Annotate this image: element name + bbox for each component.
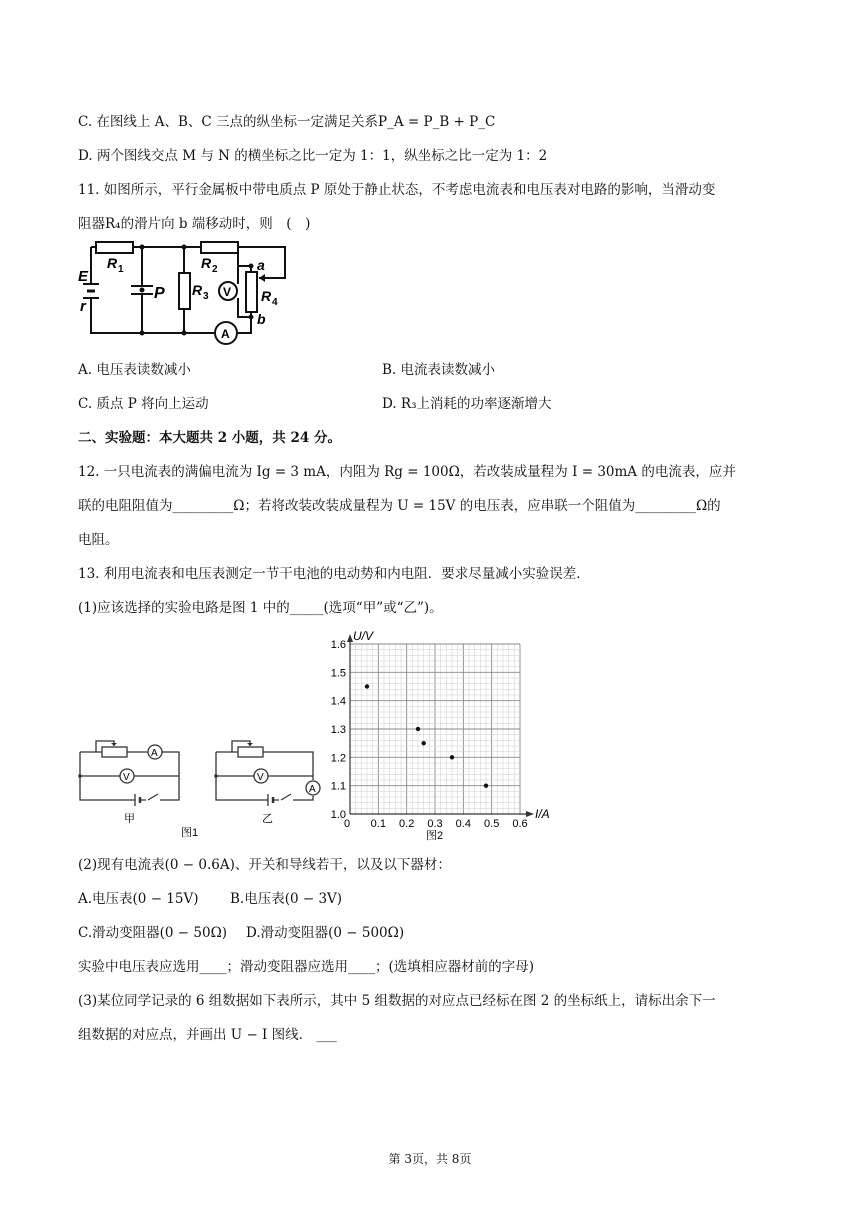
q13-choose: 实验中电压表应选用____；滑动变阻器应选用____；(选填相应器材前的字母) xyxy=(78,959,535,975)
fig1-label-yi: 乙 xyxy=(262,813,273,825)
y-tick-label: 1.1 xyxy=(330,780,346,793)
data-point xyxy=(365,684,369,688)
equipment-a: A.电压表(0 − 15V) xyxy=(78,891,199,907)
y-tick-label: 1.5 xyxy=(330,667,346,680)
q12-line2: 联的电阻阻值为_________Ω；若将改装改装成量程为 U = 15V 的电压表，应串联一个阻值为_________Ω的 xyxy=(78,498,721,514)
data-point xyxy=(450,755,454,759)
fig1-voltmeter-yi: V xyxy=(257,772,264,783)
q10-option-d: D. 两个图线交点 M 与 N 的横坐标之比一定为 1：1，纵坐标之比一定为 1：2 xyxy=(78,148,548,164)
fig1-caption: 图1 xyxy=(181,827,199,839)
q11-option-a: A. 电压表读数减小 xyxy=(78,362,191,378)
label-r1-sub: 1 xyxy=(118,264,124,275)
label-r3-sub: 3 xyxy=(203,291,209,302)
label-r2-sub: 2 xyxy=(212,264,218,275)
label-b: b xyxy=(257,311,266,327)
q13-part2: (2)现有电流表(0 − 0.6A)、开关和导线若干，以及以下器材： xyxy=(78,857,451,873)
y-tick-label: 1.3 xyxy=(330,724,346,736)
equipment-d: D.滑动变阻器(0 − 500Ω) xyxy=(246,925,405,941)
x-tick-label: 0.6 xyxy=(512,818,528,830)
q10-option-c: C. 在图线上 A、B、C 三点的纵坐标一定满足关系P_A = P_B + P_C xyxy=(78,114,496,130)
label-p: P xyxy=(154,285,165,302)
voltmeter-label: V xyxy=(223,285,232,299)
label-r4: R xyxy=(261,288,272,304)
figure-1-circuits xyxy=(76,736,326,842)
label-r2: R xyxy=(201,255,212,271)
label-r1: R xyxy=(107,255,118,271)
q13-part1: (1)应该选择的实验电路是图 1 中的_____(选项“甲”或“乙”)。 xyxy=(78,600,443,616)
q11-stem-line2: 阻器R₄的滑片向 b 端移动时，则 ( ) xyxy=(78,216,311,232)
x-tick-label: 0.5 xyxy=(484,818,500,830)
q11-stem-line1: 11. 如图所示，平行金属板中带电质点 P 原处于静止状态，不考虑电流表和电压表对电路的影响，当滑动变 xyxy=(78,182,716,198)
figure-2-ui-chart xyxy=(320,630,560,844)
fig1-label-jia: 甲 xyxy=(124,813,135,825)
q11-option-c: C. 质点 P 将向上运动 xyxy=(78,396,209,412)
x-tick-label: 0.3 xyxy=(427,818,443,830)
y-tick-label: 1.0 xyxy=(330,809,346,821)
q13-intro: 13. 利用电流表和电压表测定一节干电池的电动势和内电阻．要求尽量减小实验误差． xyxy=(78,566,590,582)
label-r4-sub: 4 xyxy=(272,297,278,308)
x-tick-label: 0.4 xyxy=(455,818,471,830)
q12-line3: 电阻。 xyxy=(78,532,119,548)
section-2-heading: 二、实验题：本大题共 2 小题，共 24 分。 xyxy=(78,430,341,446)
label-r: r xyxy=(80,298,86,315)
fig1-ammeter-yi: A xyxy=(309,784,316,795)
x-tick-label: 0.2 xyxy=(399,818,415,830)
y-tick-label: 1.4 xyxy=(330,695,346,708)
fig1-voltmeter-jia: V xyxy=(123,772,130,783)
fig1-ammeter-jia: A xyxy=(151,748,158,759)
data-point xyxy=(416,727,420,731)
y-tick-label: 1.2 xyxy=(330,752,346,765)
equipment-b: B.电压表(0 − 3V) xyxy=(230,891,343,907)
label-a: a xyxy=(257,257,265,273)
y-tick-label: 1.6 xyxy=(330,639,346,651)
q11-option-d: D. R₃上消耗的功率逐渐增大 xyxy=(382,396,552,412)
q12-line1: 12. 一只电流表的满偏电流为 Ig = 3 mA，内阻为 Rg = 100Ω，若改装成量程为 I = 30mA 的电流表，应并 xyxy=(78,464,736,480)
q13-part3-line2: 组数据的对应点，并画出 U − I 图线． ___ xyxy=(78,1027,337,1043)
data-point xyxy=(421,741,425,745)
chart-xlabel: I/A xyxy=(535,807,550,821)
equipment-c: C.滑动变阻器(0 − 50Ω) xyxy=(78,925,228,941)
chart-origin-label: 0 xyxy=(344,818,351,830)
q11-option-b: B. 电流表读数减小 xyxy=(382,362,496,378)
page-footer: 第 3页，共 8页 xyxy=(388,1152,472,1166)
label-e: E xyxy=(78,268,89,285)
ammeter-label: A xyxy=(221,327,230,341)
q11-circuit-diagram xyxy=(76,238,306,350)
chart-ylabel: U/V xyxy=(353,630,374,643)
data-point xyxy=(484,783,488,787)
label-r3: R xyxy=(192,282,203,298)
x-tick-label: 0.1 xyxy=(370,818,386,830)
q13-part3-line1: (3)某位同学记录的 6 组数据如下表所示，其中 5 组数据的对应点已经标在图 2 的坐标纸上，请标出余下一 xyxy=(78,993,716,1009)
chart-caption: 图2 xyxy=(426,830,444,842)
